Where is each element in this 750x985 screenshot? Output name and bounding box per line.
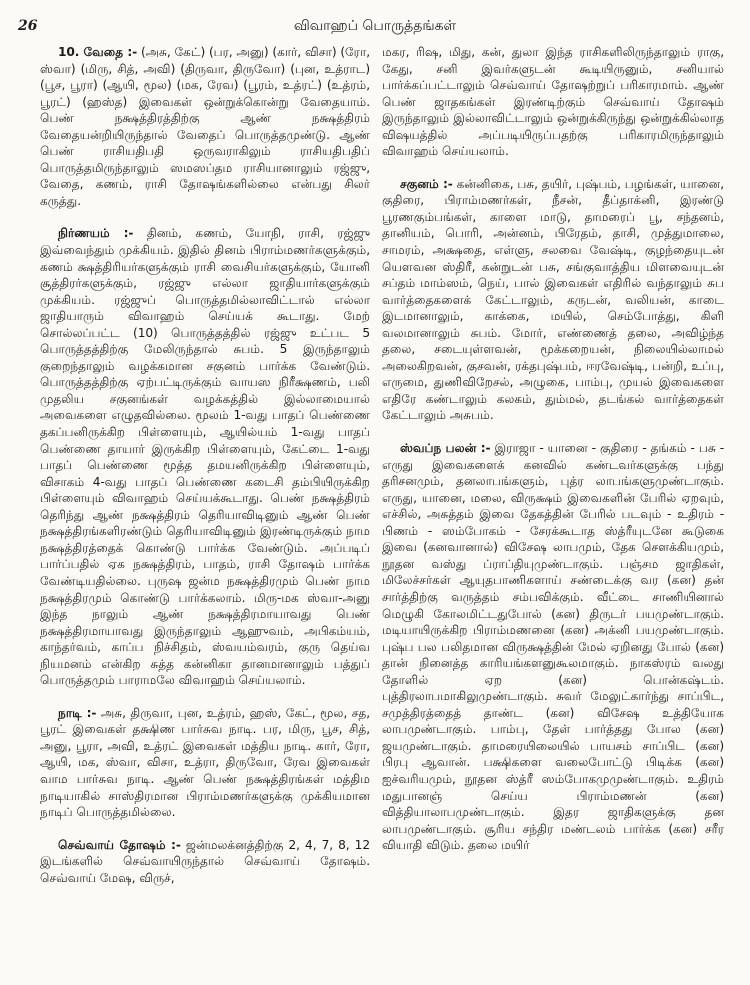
text-sagunam: கன்னிகை, பசு, தயிர், புஷ்பம், பழங்கள், யானை, குதிரை, பிராம்மணர்கள், நீசன், தீப்தாக்னி, இரண்டு பூரணகும்பங்கள், காளை மாடு, தாமரைப் பூ, சந்தனம், தானியம், பொரி, அன்னம், பிரேதம், தாசி, முத்துமாலை, சாமரம், அக்ஷதை, எள்ளு, சலவை வேஷ்டி, குழந்தையுடன் யௌவன ஸ்திரீ, கன்றுடன் பசு, சங்குவாத்திய மிளவையுடன் சப்தம் மாம்ஸம், நெய், பால் இவைகள் எதிரில் வந்தாலும் சுப வார்த்தைகளைக் கேட்டாலும், கருடன், வலியன், காடை இடமானாலும், காக்கை, மயில், செம்போத்து, கிளி வலமானாலும் சுபம். மோர், எண்ணைத் தலை, அவிழ்ந்த தலை, சடையுள்ளவன், மூக்கறையன், நிலையில்லாமல் அலைகிறவன், குசவன், ரக்தபுஷ்பம், ஈரவேஷ்டி, பன்றி, உப்பு, எருமை, துணிவிறேசல், அழுகை, பாம்பு, முயல் இவைகளை எதிரே கண்டாலும் கலகம், தும்மல், தடங்கல் வார்த்தைகள் கேட்டாலும் அசுபம்.	[382, 176, 724, 423]
right-column	[382, 44, 724, 979]
heading-vedhai: 10. வேதை :-	[58, 45, 138, 59]
heading-sagunam: சகுனம் :-	[400, 176, 453, 191]
heading-swapna-palan: ஸ்வப்ந பலன் :-	[400, 441, 491, 456]
paragraph-sevvai-dosham	[40, 837, 370, 887]
text-vedhai: (அசு, கேட்) (பர, அனு) (கார், விசா) (ரோ, ஸ்வா) (மிரு, சித், அவி) (திருவா, திருவோ) (புன, உத்ராட) (பூச, பூரா) (ஆயி, மூல) (மக, ரேவ) (பூரம், உத்ரட்) (உத்ரம், பூரட்) (ஹஸ்த) இவைகள் ஒன்றுக்கொன்று வேதையாம். பெண் நக்ஷத்திரத்திற்கு ஆண் நக்ஷத்திரம் வேதையன்றியிருந்தால் வேதைப் பொருத்தமுண்டு. ஆண் பெண் ராசியதிபதி ஒருவராகிலும் ராசியதிபதிப் பொருத்தமிருந்தாலும் ஸமஸப்தம ராசியானாலும் ரஜ்ஜு, வேதை, கணம், ராசி தோஷங்களில்லை என்பது சிலர் கருத்து.	[40, 45, 370, 208]
paragraph-naadi	[40, 705, 370, 821]
heading-naadi: நாடி :-	[58, 705, 97, 720]
paragraph-vedhai	[40, 44, 370, 209]
page-number: 26	[18, 18, 38, 34]
paragraph-nirnayam	[40, 225, 370, 688]
left-column	[40, 44, 370, 979]
text-sevvai-continued: மகர, ரிஷ, மிது, கன், துலா இந்த ராசிகளிலிருந்தாலும் ராகு, கேது, சனி இவர்களுடன் கூடியிருனும், சனியால் பார்க்கப்பட்டாலும் செவ்வாய் தோஷற்றுப் பரிகாரமாம். ஆண் பெண் ஜாதகங்கள் இரண்டிற்கும் செவ்வாய் தோஷம் இருந்தாலும் இல்லாவிட்டாலும் ஒன்றுக்கிருந்து ஒன்றுக்கில்லாத விஷயத்தில் அப்படியிருப்பதற்கு பரிகாரமிருந்தாலும் விவாஹம் செய்யலாம்.	[382, 45, 724, 159]
heading-sevvai-dosham: செவ்வாய் தோஷம் :-	[58, 837, 181, 852]
page-header	[0, 18, 750, 42]
text-sevvai-dosham: ஜன்மலக்னத்திற்கு 2, 4, 7, 8, 12 இடங்களில் செவ்வாயிருந்தால் செவ்வாய் தோஷம். செவ்வாய் மேஷ, விருச்,	[40, 837, 370, 885]
heading-nirnayam: நிர்ணயம் :-	[58, 226, 134, 241]
paragraph-sagunam	[382, 176, 724, 424]
running-title: விவாஹப் பொருத்தங்கள்	[293, 18, 457, 34]
text-naadi: அசு, திருவா, புன, உத்ரம், ஹஸ், கேட், மூல, சத, பூரட் இவைகள் தக்ஷிண பார்சுவ நாடி. பர, மிரு, பூச, சித், அனு, பூரா, அவி, உத்ரட் இவைகள் மத்திய நாடி. கார், ரோ, ஆயி, மக, ஸ்வா, விசா, உத்ரா, திருவோ, ரேவ இவைகள் வாம பார்சுவ நாடி. ஆண் பெண் நக்ஷத்திரங்கள் மத்திம நாடியாகில் சாஸ்திரமான பிராம்மணர்களுக்கு முக்கியமான நாடிப் பொருத்தமில்லை.	[40, 705, 370, 820]
text-nirnayam: தினம், கணம், யோநி, ராசி, ரஜ்ஜு இவ்வைந்தும் முக்கியம். இதில் தினம் பிராம்மணர்களுக்கும், கணம் க்ஷத்திரியர்களுக்கும் ராசி வைசியர்களுக்கும், யோனி சூத்திரர்களுக்கும், ரஜ்ஜு எல்லா ஜாதியார்களுக்கும் முக்கியம். ரஜ்ஜுப் பொருத்தமில்லாவிட்டால் எல்லா ஜாதியாரும் விவாஹம் செய்யக் கூடாது. மேற் சொல்லப்பட்ட (10) பொருத்தத்தில் ரஜ்ஜு உட்பட 5 பொருத்தத்திற்கு மேலிருந்தால் சுபம். 5 இருந்தாலும் குறைந்தாலும் வழக்கமான சகுனம் பார்க்க வேண்டும். பொருத்தத்திற்கு ஏற்பட்டிருக்கும் வாயஸ நிரீக்ஷணம், பலி முதலிய சகுனங்கள் வழக்கத்தில் இல்லாமையால் அவைகளை எழுதவில்லை. மூலம் 1-வது பாதப் பெண்ணை தகப்பனிருக்கிற பிள்ளையும், ஆயில்யம் 1-வது பாதப் பெண்ணை தாயார் இருக்கிற பிள்ளையும், கேட்டை 1-வது பாதப் பெண்ணை மூத்த தமயனிருக்கிற பிள்ளையும், விசாகம் 4-வது பாதப் பெண்ணை கடைசி தம்பியிருக்கிற பிள்ளையும் விவாஹம் செய்யக்கூடாது. பெண் நக்ஷத்திரம் தெரிந்து ஆண் நக்ஷத்திரம் தெரியாவிடினும் ஆண் பெண் நக்ஷத்திரங்களிரண்டும் தெரியாவிடினும் இரண்டிருக்கும் நாம நக்ஷத்திரத்தைக் கொண்டு பார்க்க வேண்டும். அப்படிப் பார்ப்பதில் ஏக நக்ஷத்திரம், பாதம், ராசி தோஷம் பார்க்க வேண்டியதில்லை. புருஷ ஜன்ம நக்ஷத்திரமும் பெண் நாம நக்ஷத்திரமும் கொண்டு பார்க்கலாம். மிரு-மக ஸ்வா-அனு இந்த நாலும் ஆண் நக்ஷத்திரமாயாவது பெண் நக்ஷத்திரமாயாவது இருந்தாலும் ஆஹுவம், அபிகம்யம், காந்தர்வம், காப்ப நிச்சிதம், ஸ்வயம்வரம், குரு தெய்வ நியமனம் என்கிற சுத்த கன்னிகா தானமானாலும் பத்துப் பொருத்தமும் பாராமலே விவாஹம் செய்யலாம்.	[40, 226, 370, 688]
text-swapna-palan: இராஜா - யானை - குதிரை - தங்கம் - பசு - எருது இவைகளைக் கனவில் கண்டவர்களுக்கு பந்து தரிசனமும், தனலாபங்களும், புத்ர லாபங்களுமுண்டாகும். எருது, யானை, மலை, விருக்ஷம் இவைகளின் பேரில் ஏறவும், எச்சில், அசுத்தம் இவை தேகத்தின் பேரில் படவும் - உதிரம் - பிணம் - ஸம்போகம் - சேரக்கூடாத ஸ்த்ரீயுடனே கூடுகை இவை (கனவானால்) விசேஷ லாபமும், தேக சௌக்கியமும், நூதன வஸ்து ப்ராப்தியுமுண்டாகும். பஞ்சம ஜாதிகள், மிலேச்சர்கள் ஆயுதபாணிகளாய் சண்டைக்கு வர (கன) தன் சார்த்திற்கு வருத்தம் சம்பவிக்கும். வீட்டை சாணியினால் மெழுகி கோலமிட்டதுபோல் (கன) திருடர் பயமுண்டாகும். மடியாயிருக்கிற பிராம்மணனை (கன) அக்னி பயமுண்டாகும். புஷ்ப பல பலிதமான விருக்ஷத்தின் மேல் ஏறினது போல் (கன) தான் நினைத்த காரியங்களனுகூலமாகும். நாகஸ்ரம் வலது தோளில் ஏற (கன) பொன்கஷ்டம். புத்திரலாபமாகிலுமுண்டாகும். சுவர் மேலுட்கார்ந்து சாப்பிட, சமுத்திரத்தைத் தாண்ட (கன) விசேஷ உத்தியோக லாபமுண்டாகும். பாம்பு, தேள் பார்த்தது போல (கன) ஜயமுண்டாகும். தாமரையிலையில் பாயசம் சாப்பிட (கன) பிரபு ஆவான். பக்ஷிகளை வலைபோட்டு பிடிக்க (கன) ஐச்வரியமும், நூதன ஸ்த்ரீ ஸம்போகமுமுண்டாகும். உதிரம் மதுபானஞ் செய்ய பிராம்மணன் (கன) வித்தியாலாபமுண்டாகும். இதர ஜாதிகளுக்கு தன லாபமுண்டாகும். சூரிய சந்திர மண்டலம் பார்க்க (கன) சரீர வியாதி விடும். தலை மயிர்	[382, 441, 724, 853]
paragraph-sevvai-continued	[382, 44, 724, 160]
paragraph-swapna-palan	[382, 440, 724, 854]
